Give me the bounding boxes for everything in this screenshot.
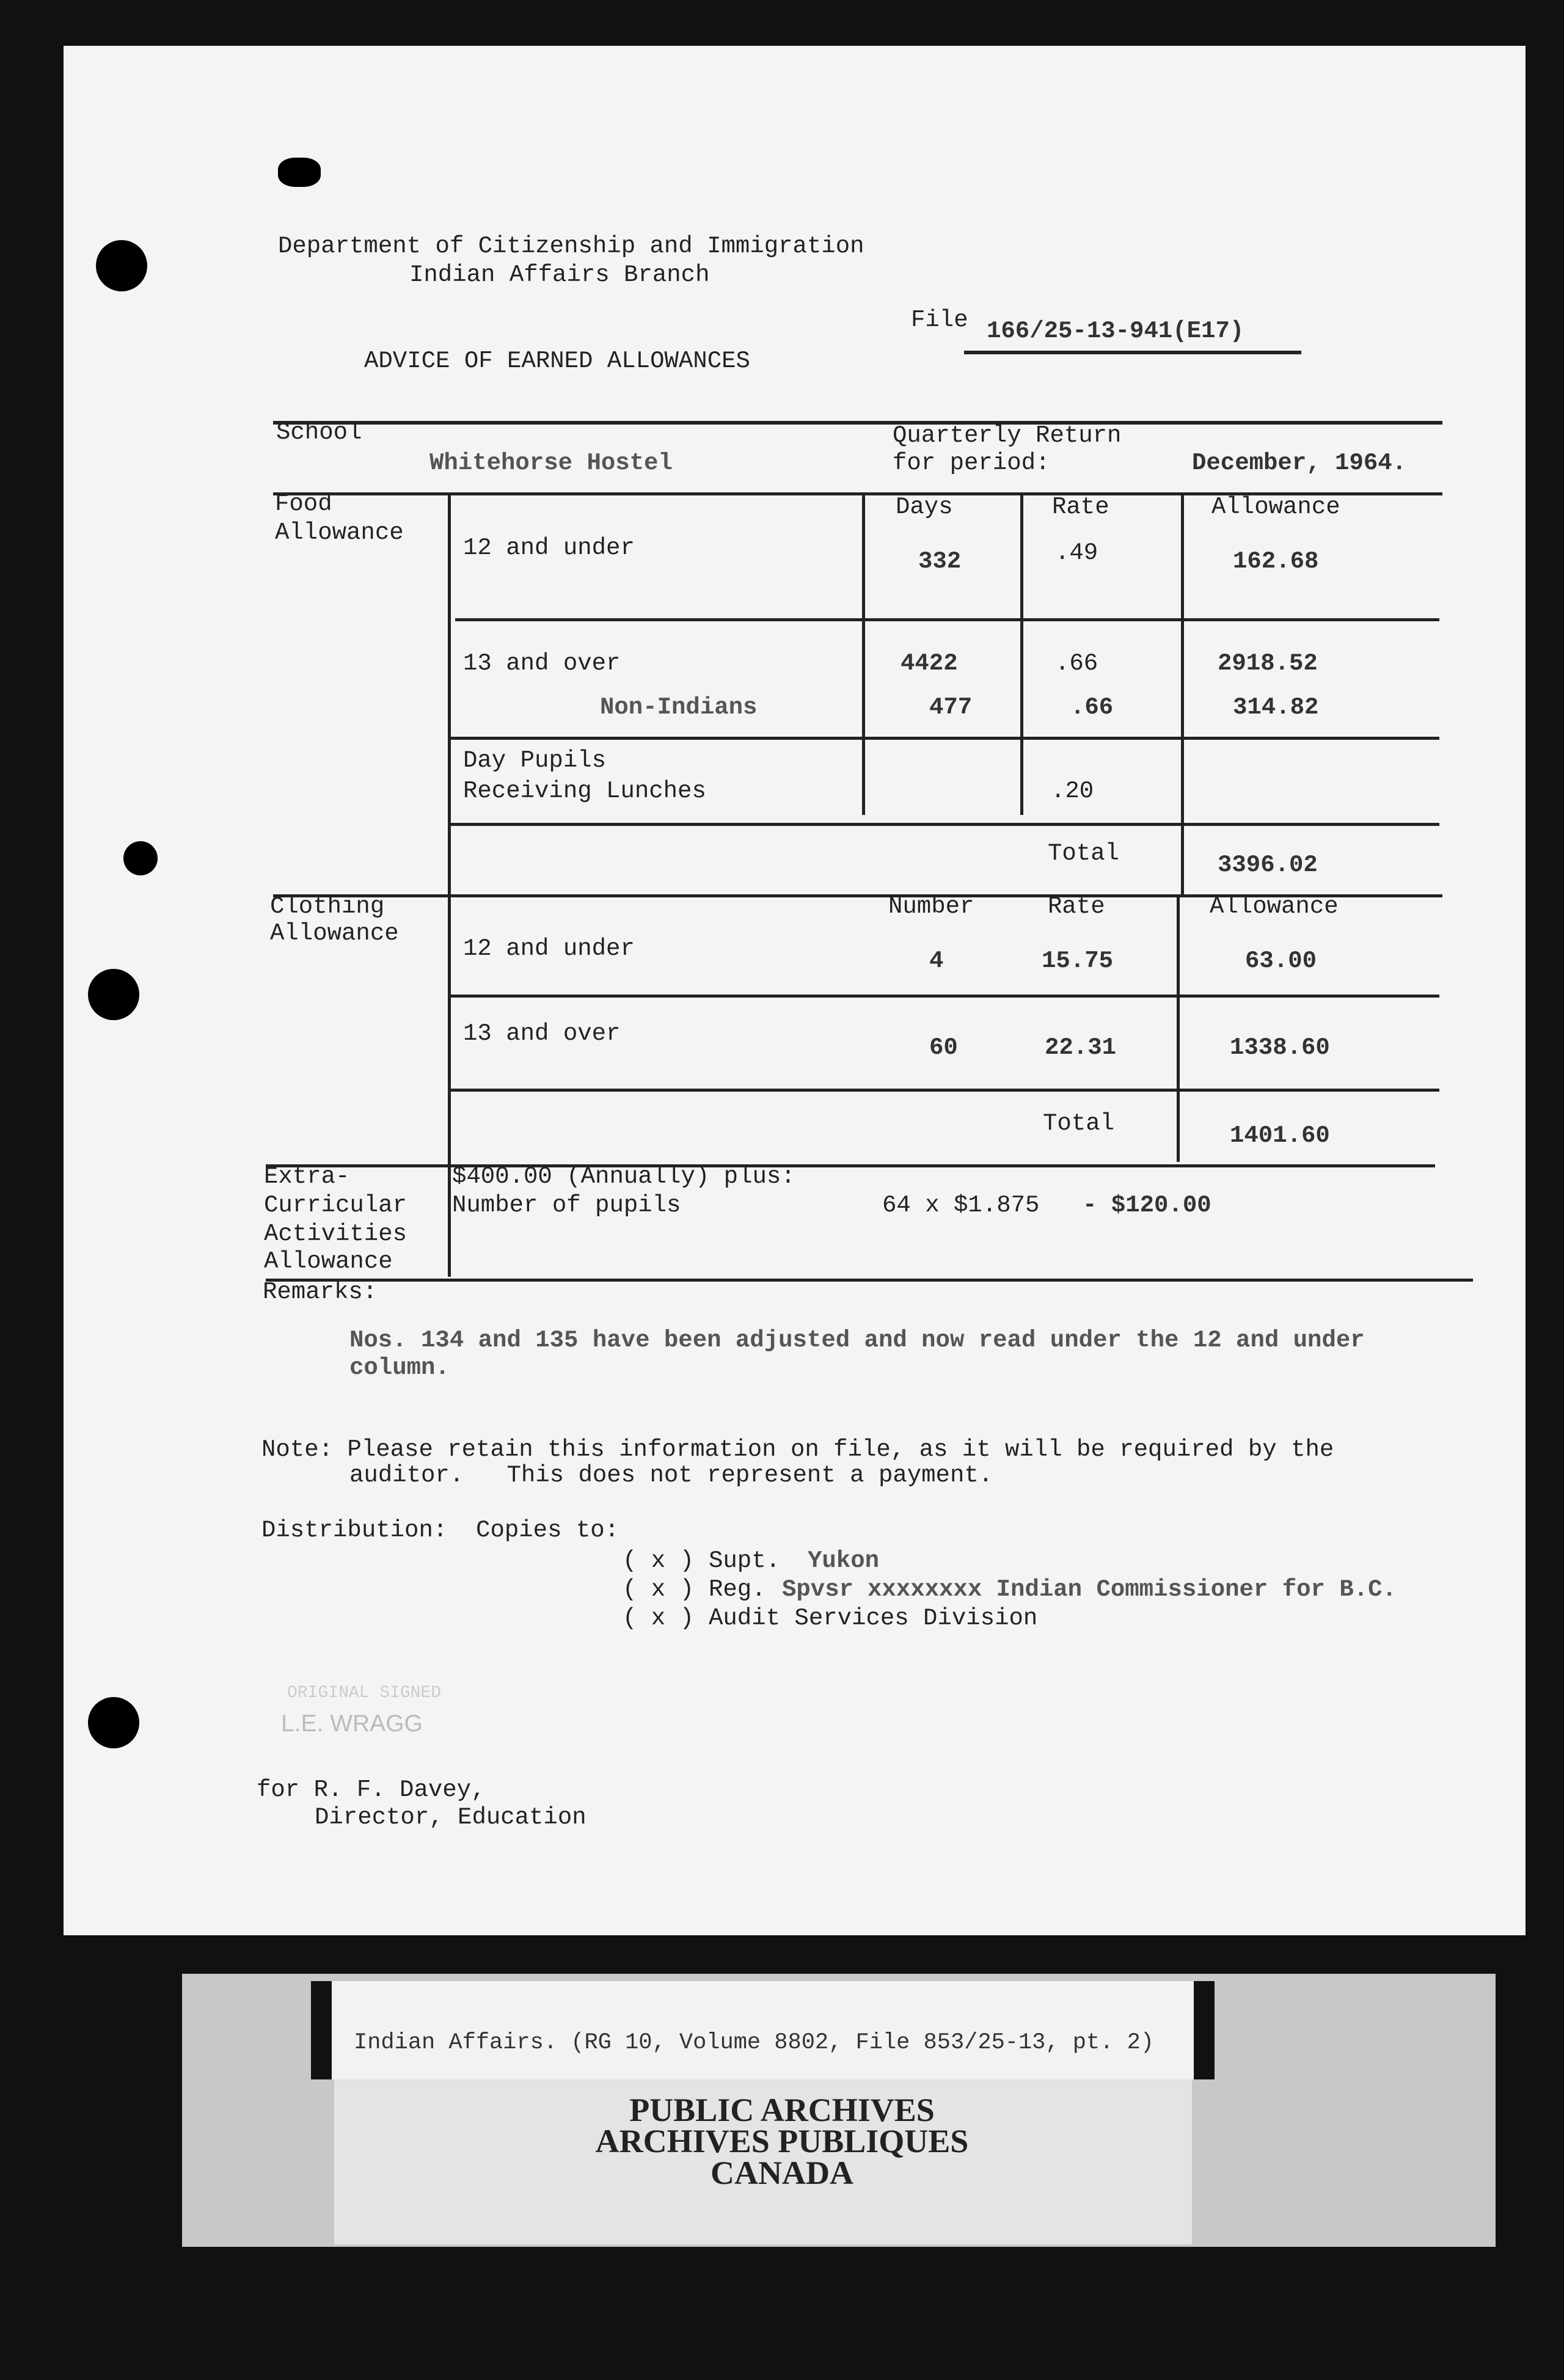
row-label: 12 and under [463, 935, 635, 962]
punch-hole [88, 969, 139, 1020]
checkbox-mark: ( x ) [623, 1547, 695, 1574]
days-value: 4422 [901, 650, 958, 677]
food-allowance-label: Allowance [275, 519, 404, 546]
extra-base: $400.00 (Annually) plus: [452, 1163, 795, 1190]
checkbox-mark: ( x ) [623, 1605, 695, 1632]
food-total: 3396.02 [1218, 852, 1318, 878]
clothing-total: 1401.60 [1230, 1122, 1330, 1149]
document-page [64, 46, 1526, 1935]
label-edge [1194, 1981, 1215, 2079]
period-value: December, 1964. [1192, 450, 1407, 476]
ink-smudge [278, 158, 321, 187]
allowance-value: 1338.60 [1230, 1034, 1330, 1061]
rate-value: 22.31 [1045, 1034, 1117, 1061]
divider [1020, 494, 1023, 815]
distribution-item: Supt. [709, 1547, 781, 1574]
period-label: for period: [893, 450, 1050, 476]
row-label: Receiving Lunches [463, 778, 706, 805]
divider [1181, 494, 1184, 896]
remarks-label: Remarks: [263, 1279, 378, 1305]
rate-value: .66 [1070, 694, 1114, 721]
row-label: 13 and over [463, 1020, 621, 1047]
extra-pupils-label: Number of pupils [452, 1192, 681, 1219]
column-header: Rate [1048, 893, 1105, 920]
distribution-fill: Yukon [808, 1547, 880, 1574]
rate-value: .49 [1055, 539, 1098, 566]
total-label: Total [1043, 1110, 1115, 1137]
row-label: 12 and under [463, 535, 635, 561]
school-name: Whitehorse Hostel [429, 450, 673, 476]
divider [449, 1089, 1439, 1092]
label-edge [311, 1981, 332, 2079]
distribution-label: Distribution: Copies to: [261, 1517, 619, 1544]
file-number: 166/25-13-941(E17) [987, 318, 1244, 345]
extra-label: Allowance [264, 1248, 393, 1275]
document-title: ADVICE OF EARNED ALLOWANCES [364, 348, 750, 374]
column-header: Allowance [1211, 494, 1340, 520]
archive-stamp: PUBLIC ARCHIVES [629, 2092, 935, 2128]
divider [448, 494, 451, 1277]
rate-value: .66 [1055, 650, 1098, 677]
divider [862, 494, 865, 815]
divider [449, 823, 1439, 826]
column-header: Rate [1052, 494, 1109, 520]
row-label: Non-Indians [600, 694, 758, 721]
branch-heading: Indian Affairs Branch [409, 261, 710, 288]
number-value: 60 [929, 1034, 958, 1061]
note-text: auditor. This does not represent a payment. [349, 1462, 993, 1489]
days-value: 477 [929, 694, 973, 721]
distribution-fill: Spvsr [782, 1576, 854, 1603]
divider [266, 1279, 1473, 1282]
divider [449, 995, 1439, 998]
rate-value: .20 [1051, 778, 1094, 805]
column-header: Number [888, 893, 974, 920]
distribution-fill: xxxxxxxx Indian Commissioner for B.C. [868, 1576, 1397, 1603]
archive-stamp: ARCHIVES PUBLIQUES [595, 2123, 969, 2159]
signatory: for R. F. Davey, [257, 1776, 486, 1803]
food-allowance-label: Food [275, 491, 332, 517]
remarks-text: column. [349, 1354, 450, 1381]
punch-hole [96, 240, 147, 291]
number-value: 4 [929, 947, 944, 974]
department-heading: Department of Citizenship and Immigration [278, 233, 864, 260]
punch-hole [123, 841, 158, 875]
extra-calc: 64 x $1.875 [882, 1192, 1040, 1219]
divider [273, 421, 1442, 425]
remarks-text: Nos. 134 and 135 have been adjusted and now read under the 12 and under [349, 1327, 1365, 1354]
divider [455, 618, 1439, 621]
file-underline [964, 351, 1301, 354]
extra-label: Extra- [264, 1163, 350, 1190]
signature-stamp: ORIGINAL SIGNED [287, 1684, 442, 1703]
signature-stamp: L.E. WRAGG [281, 1710, 423, 1737]
total-label: Total [1048, 840, 1120, 867]
clothing-allowance-label: Allowance [270, 920, 399, 947]
allowance-value: 63.00 [1245, 947, 1317, 974]
allowance-value: 162.68 [1233, 548, 1319, 575]
row-label: Day Pupils [463, 747, 607, 774]
period-label: Quarterly Return [893, 422, 1122, 449]
rate-value: 15.75 [1042, 947, 1114, 974]
checkbox-mark: ( x ) [623, 1576, 695, 1603]
file-label: File [911, 307, 968, 334]
divider [449, 737, 1439, 740]
days-value: 332 [918, 548, 962, 575]
allowance-value: 2918.52 [1218, 650, 1318, 677]
column-header: Allowance [1210, 893, 1339, 920]
column-header: Days [896, 494, 953, 520]
divider [1177, 896, 1180, 1162]
archive-reference: Indian Affairs. (RG 10, Volume 8802, File 853/25-13, pt. 2) [354, 2030, 1155, 2056]
extra-result: - $120.00 [1083, 1192, 1211, 1219]
archive-stamp: CANADA [711, 2155, 853, 2191]
signatory-title: Director, Education [315, 1804, 586, 1831]
note-text: Note: Please retain this information on file, as it will be required by the [261, 1436, 1334, 1463]
clothing-allowance-label: Clothing [270, 893, 385, 920]
distribution-item: Audit Services Division [709, 1605, 1038, 1632]
allowance-value: 314.82 [1233, 694, 1319, 721]
distribution-item: Reg. [709, 1576, 766, 1603]
punch-hole [88, 1697, 139, 1748]
school-label: School [276, 419, 362, 446]
divider [266, 1164, 1435, 1167]
row-label: 13 and over [463, 650, 621, 677]
extra-label: Curricular [264, 1192, 407, 1219]
extra-label: Activities [264, 1221, 407, 1247]
